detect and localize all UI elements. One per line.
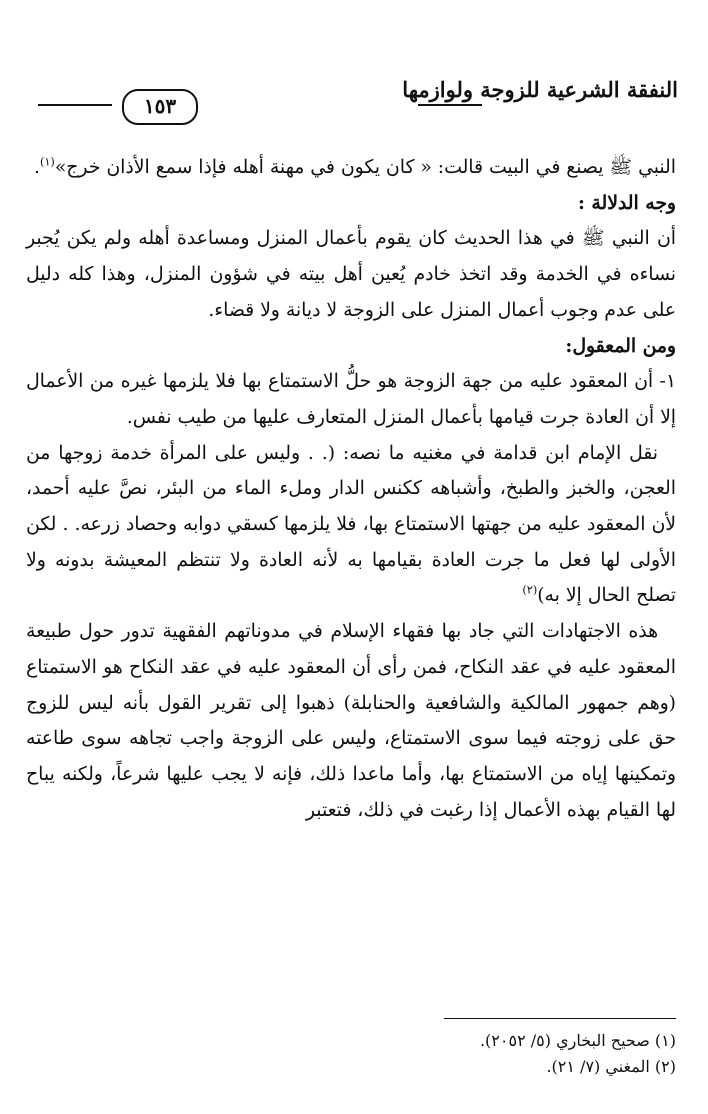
footnotes bbox=[26, 1028, 676, 1080]
paragraph-hadith-text: النبي ﷺ يصنع في البيت قالت: « كان يكون في مهنة أهله فإذا سمع الأذان خرج» bbox=[54, 157, 676, 178]
footnote-ref-2: (٢) bbox=[522, 584, 538, 598]
heading-evidence: وجه الدلالة : bbox=[577, 191, 676, 214]
footnote-1: (١) صحيح البخاري (٥/ ٢٠٥٢). bbox=[479, 1031, 676, 1050]
paragraph-evidence: أن النبي ﷺ في هذا الحديث كان يقوم بأعمال المنزل ومساعدة أهله ولم يكن يُجبر نساءه في الخدمة وقد اتخذ خادم يُعين أهل بيته في شؤون المنزل، وهذا كله دليل على عدم وجوب أعمال المنزل على الزوجة لا ديانة ولا قضاء. bbox=[26, 228, 676, 321]
paragraph-discussion: هذه الاجتهادات التي جاد بها فقهاء الإسلام في مدوناتهم الفقهية تدور حول طبيعة المعقود عليه في عقد النكاح، فمن رأى أن المعقود عليه في عقد النكاح هو الاستمتاع (وهم جمهور المالكية والشافعية والحنابلة) ذهبوا إلى تقرير القول بأنه ليس للزوج حق على زوجته فيما سوى الاستمتاع، وليس على الزوجة واجب تجاهه سوى طاعته وتمكينها إياه من الاستمتاع بها، وأما ماعدا ذلك، فإنه لا يجب عليها شرعاً، ولكنه يباح لها القيام بهذه الأعمال إذا رغبت في ذلك، فتعتبر bbox=[26, 621, 676, 821]
header-rule-left bbox=[38, 104, 112, 106]
paragraph-hadith bbox=[26, 150, 676, 186]
header-rule-right bbox=[418, 104, 482, 106]
paragraph-quote-text: نقل الإمام ابن قدامة في مغنيه ما نصه: (. . وليس على المرأة خدمة زوجها من العجن، والخبز والطبخ، وأشباهه ككنس الدار وملء الماء من البئر، نصَّ عليه أحمد، لأن المعقود عليه من جهتها الاستمتاع بها، فلا يلزمها كسقي دوابه وحصاد زرعه. . لكن الأولى لها فعل ما جرت العادة بقيامها به لأنه العادة ولا تنتظم المعيشة بدونه ولا تصلح الحال إلا به) bbox=[26, 442, 676, 607]
footnote-ref-1: (١) bbox=[39, 155, 55, 169]
heading-reasoning: ومن المعقول: bbox=[565, 334, 676, 357]
main-text bbox=[26, 150, 676, 828]
paragraph-hadith-end: . bbox=[33, 157, 40, 178]
paragraph-quote bbox=[26, 436, 676, 615]
footnote-2: (٢) المغني (٧/ ٢١). bbox=[546, 1057, 676, 1076]
running-header-title: النفقة الشرعية للزوجة ولوازمها bbox=[402, 77, 678, 102]
footnote-divider bbox=[444, 1018, 676, 1019]
paragraph-point-1: ١- أن المعقود عليه من جهة الزوجة هو حلُّ الاستمتاع بها فلا يلزمها غيره من الأعمال إلا أن العادة جرت قيامها بأعمال المنزل المتعارف عليها من طيب نفس. bbox=[26, 371, 676, 428]
page-number: ١٥٣ bbox=[122, 89, 198, 125]
